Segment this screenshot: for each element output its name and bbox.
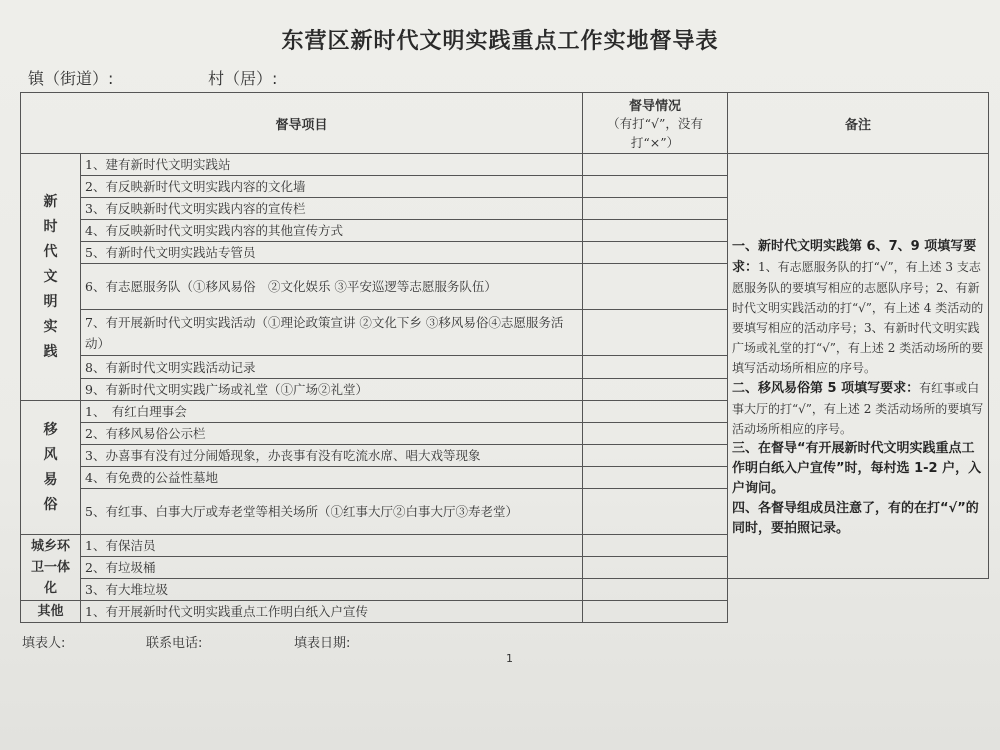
status-cell[interactable] bbox=[583, 423, 728, 445]
remark-1 bbox=[732, 236, 984, 378]
col-header-item: 督导项目 bbox=[21, 93, 583, 154]
town-label: 镇（街道）: bbox=[28, 69, 114, 88]
item-cus-2: 2、有移风易俗公示栏 bbox=[81, 423, 583, 445]
remark-1-title: 一、新时代文明实践第 6、7、9 项填写要求： bbox=[732, 238, 977, 275]
item-civ-6: 6、有志愿服务队（①移风易俗 ②文化娱乐 ③平安巡逻等志愿服务队伍） bbox=[81, 264, 583, 310]
remark-2-title: 二、移风易俗第 5 项填写要求： bbox=[732, 380, 920, 396]
status-cell[interactable] bbox=[583, 489, 728, 535]
status-cell[interactable] bbox=[583, 310, 728, 356]
item-civ-5: 5、有新时代文明实践站专管员 bbox=[81, 242, 583, 264]
remarks-cell bbox=[728, 154, 989, 579]
col-header-status bbox=[583, 93, 728, 154]
item-cus-5: 5、有红事、白事大厅或寿老堂等相关场所（①红事大厅②白事大厅③寿老堂） bbox=[81, 489, 583, 535]
item-civ-4: 4、有反映新时代文明实践内容的其他宣传方式 bbox=[81, 220, 583, 242]
status-cell[interactable] bbox=[583, 356, 728, 379]
item-san-1: 1、有保洁员 bbox=[81, 535, 583, 557]
remark-3: 三、在督导“有开展新时代文明实践重点工作明白纸入户宣传”时，每村选 1-2 户，入户询问。 bbox=[732, 440, 982, 496]
item-oth-1: 1、有开展新时代文明实践重点工作明白纸入户宣传 bbox=[81, 601, 583, 623]
item-san-3: 3、有大堆垃圾 bbox=[81, 579, 583, 601]
item-civ-2: 2、有反映新时代文明实践内容的文化墙 bbox=[81, 176, 583, 198]
date-label: 填表日期: bbox=[294, 636, 351, 651]
status-cell[interactable] bbox=[583, 176, 728, 198]
page-title: 东营区新时代文明实践重点工作实地督导表 bbox=[281, 29, 719, 54]
item-civ-3: 3、有反映新时代文明实践内容的宣传栏 bbox=[81, 198, 583, 220]
remark-2-body: 有红事或白事大厅的打“√”，有上述 2 类活动场所的要填写活动场所相应的序号。 bbox=[732, 380, 984, 436]
remark-4: 四、各督导组成员注意了，有的在打“√”的同时，要拍照记录。 bbox=[732, 500, 979, 536]
category-civilization: 新 时 代 文 明 实 践 bbox=[21, 154, 81, 401]
item-civ-1: 1、建有新时代文明实践站 bbox=[81, 154, 583, 176]
status-cell[interactable] bbox=[583, 535, 728, 557]
village-label: 村（居）: bbox=[208, 69, 278, 88]
supervision-table bbox=[20, 92, 989, 623]
item-civ-9: 9、有新时代文明实践广场或礼堂（①广场②礼堂） bbox=[81, 379, 583, 401]
item-cus-4: 4、有免费的公益性墓地 bbox=[81, 467, 583, 489]
status-cell[interactable] bbox=[583, 601, 728, 623]
category-other: 其他 bbox=[21, 601, 81, 623]
item-cus-3: 3、办喜事有没有过分闹婚现象，办丧事有没有吃流水席、唱大戏等现象 bbox=[81, 445, 583, 467]
status-header-note-2: 打“×”） bbox=[630, 134, 680, 150]
status-cell[interactable] bbox=[583, 264, 728, 310]
col-header-remarks: 备注 bbox=[728, 93, 989, 154]
status-header-title: 督导情况 bbox=[629, 98, 682, 114]
status-cell[interactable] bbox=[583, 198, 728, 220]
category-customs: 移 风 易 俗 bbox=[21, 401, 81, 535]
status-cell[interactable] bbox=[583, 401, 728, 423]
item-civ-7: 7、有开展新时代文明实践活动（①理论政策宣讲 ②文化下乡 ③移风易俗④志愿服务活动） bbox=[81, 310, 583, 356]
item-san-2: 2、有垃圾桶 bbox=[81, 557, 583, 579]
page-number: 1 bbox=[506, 652, 513, 665]
status-cell[interactable] bbox=[583, 242, 728, 264]
status-cell[interactable] bbox=[583, 557, 728, 579]
status-cell[interactable] bbox=[583, 445, 728, 467]
remark-1-body: 1、有志愿服务队的打“√”，有上述 3 支志愿服务队的要填写相应的志愿队序号；2、有新时代文明实践活动的打“√”，有上述 4 类活动的要填写相应的活动序号；3、有新时代文明实践广场或礼堂的打“√”，有上述 2 类活动场所的要填写活动场所相应的序号。 bbox=[732, 259, 984, 375]
remark-2 bbox=[732, 378, 984, 439]
status-cell[interactable] bbox=[583, 220, 728, 242]
status-cell[interactable] bbox=[583, 154, 728, 176]
item-cus-1: 1、 有红白理事会 bbox=[81, 401, 583, 423]
status-cell[interactable] bbox=[583, 379, 728, 401]
status-cell[interactable] bbox=[583, 467, 728, 489]
category-sanitation: 城乡环 卫一体 化 bbox=[21, 535, 81, 601]
status-cell[interactable] bbox=[583, 579, 728, 601]
filler-label: 填表人: bbox=[22, 636, 66, 651]
phone-label: 联系电话: bbox=[146, 636, 203, 651]
item-civ-8: 8、有新时代文明实践活动记录 bbox=[81, 356, 583, 379]
status-header-note-1: （有打“√”，没有 bbox=[607, 115, 703, 131]
